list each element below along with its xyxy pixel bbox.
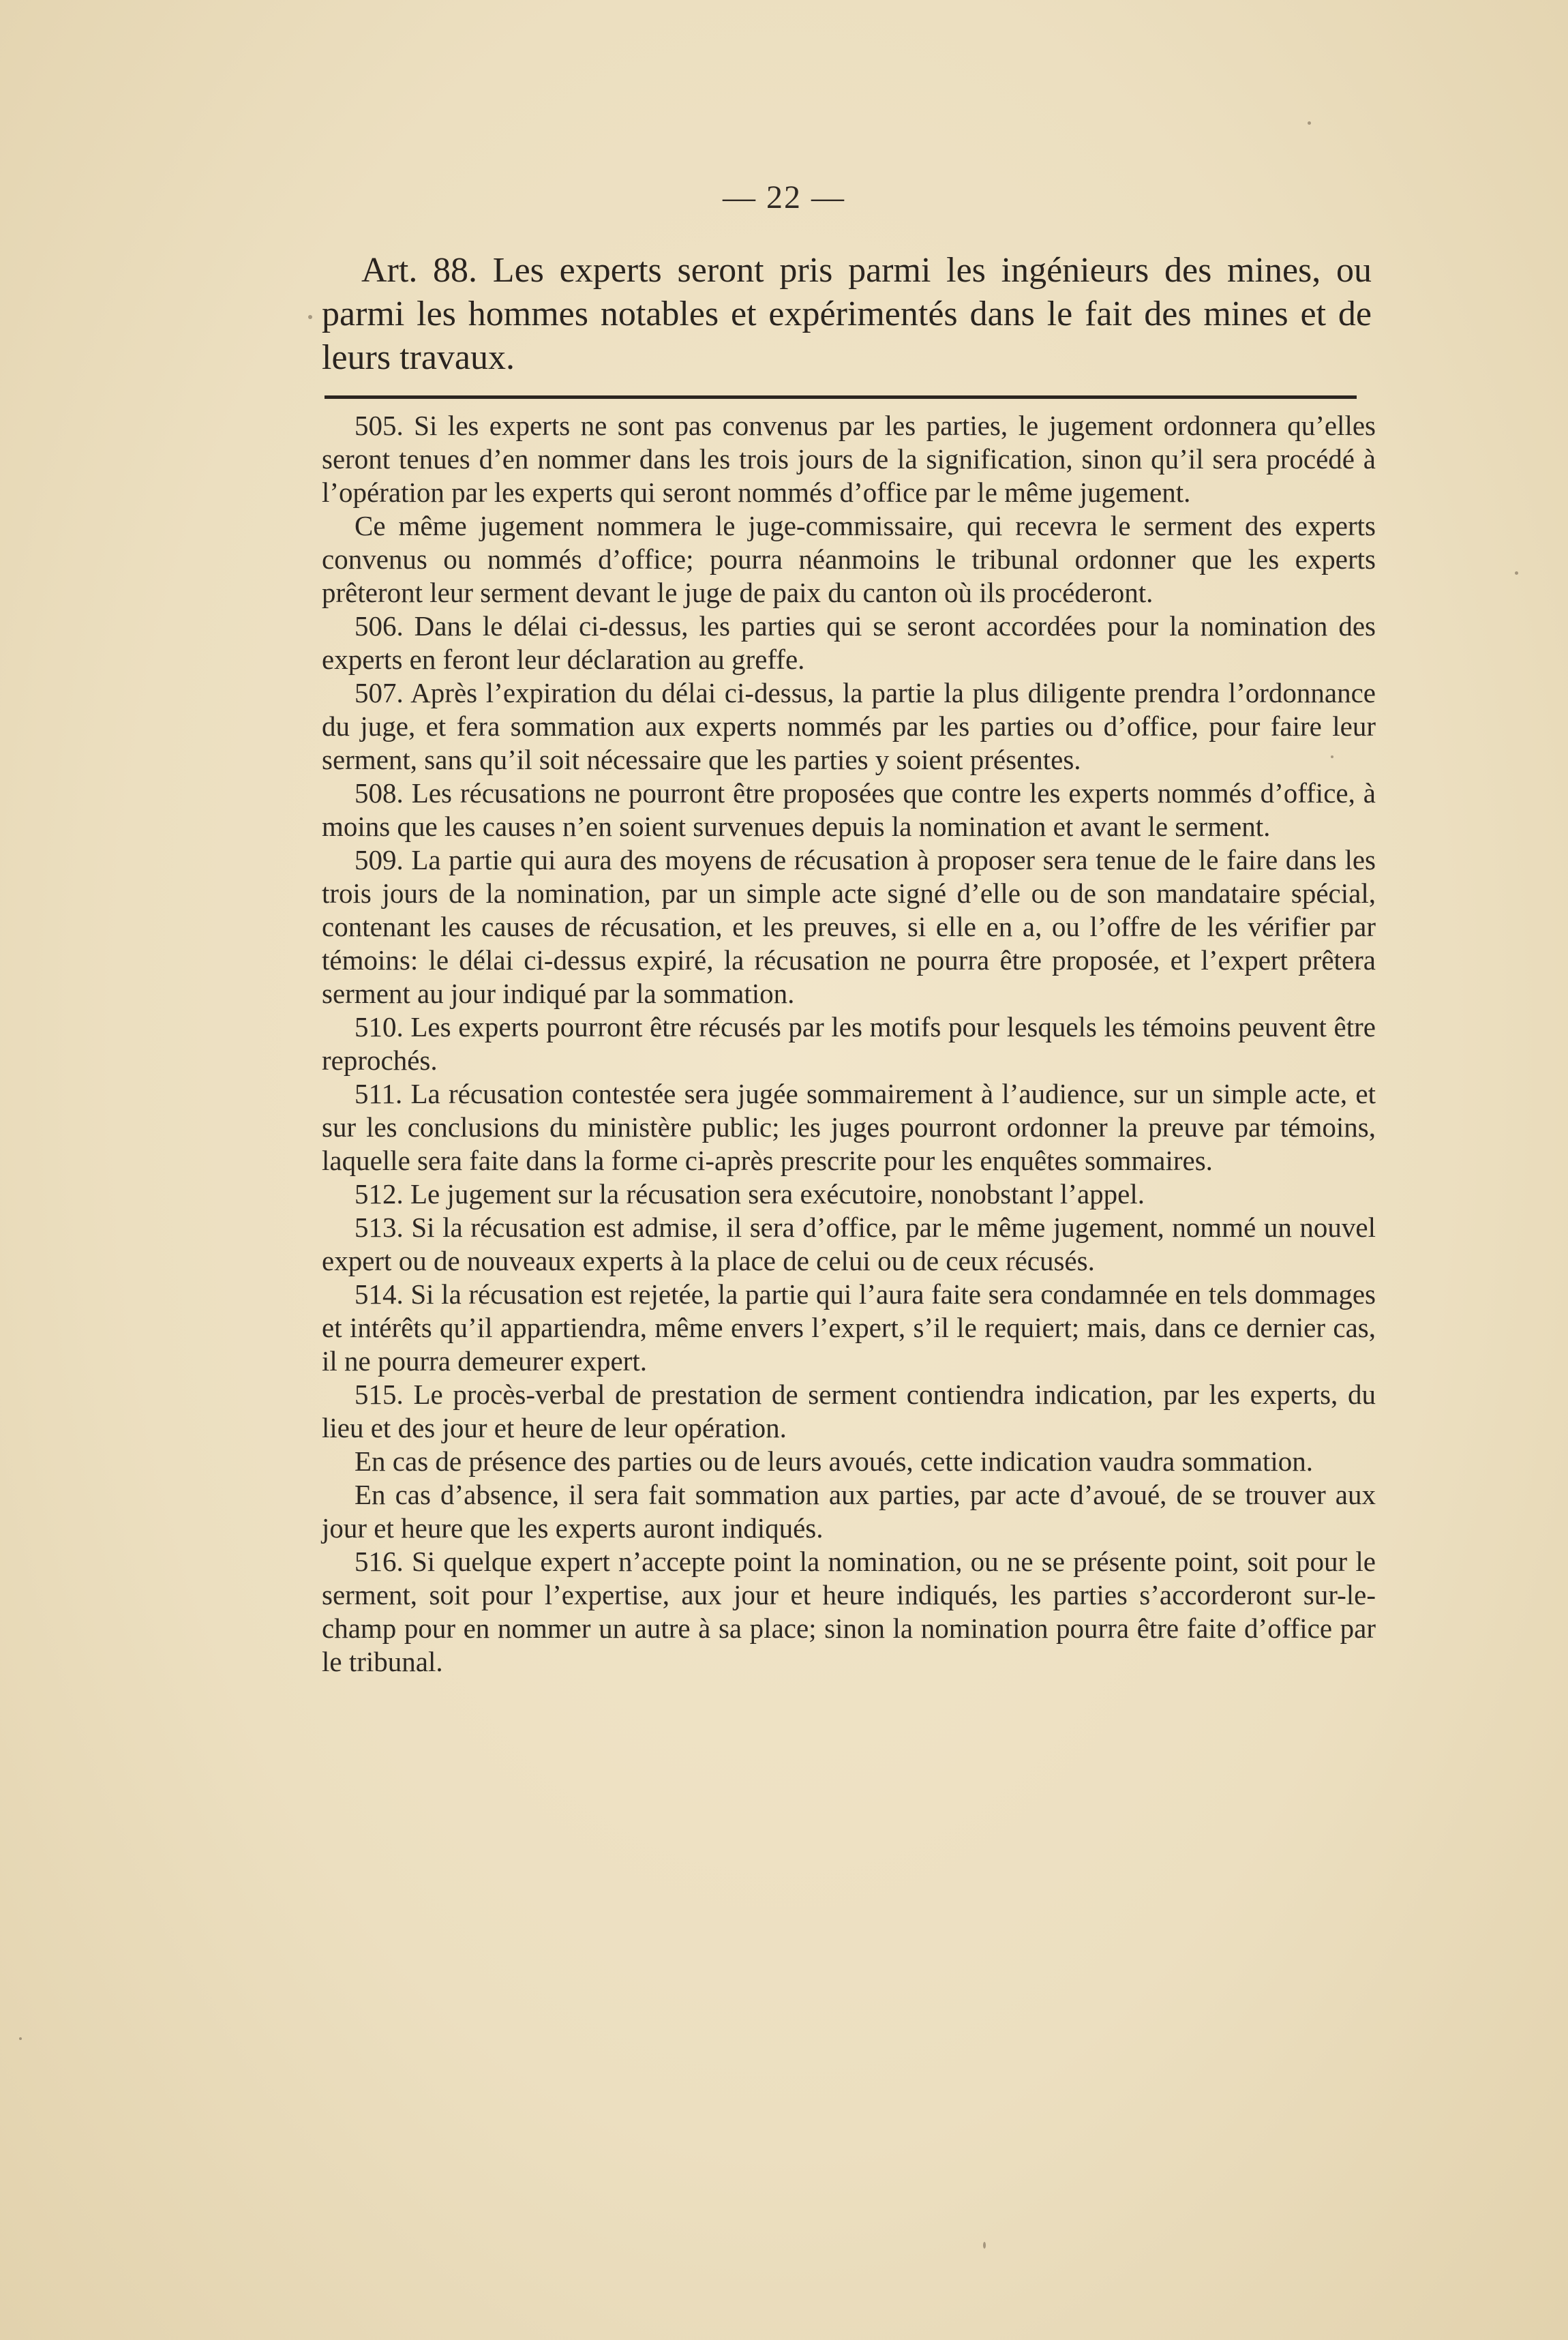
paper-speck	[1331, 755, 1333, 758]
paper-speck	[19, 2037, 22, 2040]
paper-speck	[1515, 571, 1518, 575]
paragraph-511: 511. La récusation contestée sera jugée sommairement à l’audience, sur un simple acte, et sur les conclusions du ministère public; les juges pourront ordonner la preuve par témoins, laquelle sera faite dans la forme ci-après prescrite pour les enquêtes sommaires.	[322, 1078, 1376, 1176]
paragraph-515-absence: En cas d’absence, il sera fait sommation aux parties, par acte d’avoué, de se trouver aux jour et heure que les experts auront indiqués.	[322, 1479, 1376, 1544]
commentary-block	[322, 409, 1376, 1679]
paragraph-505-continued: Ce même jugement nommera le juge-commissaire, qui recevra le serment des experts convenus ou nommés d’office; pourra néanmoins le tribunal ordonner que les experts prêteront leur serment devant le juge de paix du canton où ils procéderont.	[322, 510, 1376, 608]
section-divider	[325, 395, 1357, 399]
paragraph-506: 506. Dans le délai ci-dessus, les parties qui se seront accordées pour la nomination des experts en feront leur déclaration au greffe.	[322, 610, 1376, 675]
article-88: Art. 88. Les experts seront pris parmi les ingénieurs des mines, ou parmi les hommes notables et expérimentés dans le fait des mines et de leurs travaux.	[322, 251, 1372, 377]
paragraph-515-presence: En cas de présence des parties ou de leurs avoués, cette indication vaudra sommation.	[355, 1445, 1314, 1477]
paragraph-513: 513. Si la récusation est admise, il sera d’office, par le même jugement, nommé un nouvel expert ou de nouveaux experts à la place de celui ou de ceux récusés.	[322, 1212, 1376, 1276]
paragraph-507: 507. Après l’expiration du délai ci-dessus, la partie la plus diligente prendra l’ordonnance du juge, et fera sommation aux experts nommés par les parties ou d’office, pour faire leur serment, sans qu’il soit nécessaire que les parties y soient présentes.	[322, 677, 1376, 775]
paper-speck	[308, 315, 312, 319]
paragraph-514: 514. Si la récusation est rejetée, la partie qui l’aura faite sera condamnée en tels dommages et intérêts qu’il appartiendra, même envers l’expert, s’il le requiert; mais, dans ce dernier cas, il ne pourra demeurer expert.	[322, 1278, 1376, 1377]
paragraph-515: 515. Le procès-verbal de prestation de serment contiendra indication, par les experts, du lieu et des jour et heure de leur opération.	[322, 1379, 1376, 1443]
paragraph-505: 505. Si les experts ne sont pas convenus par les parties, le jugement ordonnera qu’elles seront tenues d’en nommer dans les trois jours de la signification, sinon qu’il sera procédé à l’opération par les experts qui seront nommés d’office par le même jugement.	[322, 410, 1376, 508]
paragraph-508: 508. Les récusations ne pourront être proposées que contre les experts nommés d’office, à moins que les causes n’en soient survenues depuis la nomination et avant le serment.	[322, 777, 1376, 842]
paper-speck	[1308, 121, 1311, 125]
paragraph-512: 512. Le jugement sur la récusation sera exécutoire, nonobstant l’appel.	[355, 1178, 1145, 1210]
paragraph-510: 510. Les experts pourront être récusés par les motifs pour lesquels les témoins peuvent être reprochés.	[322, 1011, 1376, 1076]
paragraph-509: 509. La partie qui aura des moyens de récusation à proposer sera tenue de le faire dans les trois jours de la nomination, par un simple acte signé d’elle ou de son mandataire spécial, contenant les causes de récusation, et les preuves, si elle en a, ou l’offre de les vérifier par témoins: le délai ci-dessus expiré, la récusation ne pourra être proposée, et l’expert prêtera serment au jour indiqué par la sommation.	[322, 844, 1376, 1009]
paragraph-516: 516. Si quelque expert n’accepte point la nomination, ou ne se présente point, soit pour le serment, soit pour l’expertise, aux jour et heure indiqués, les parties s’accorderont sur-le-champ pour en nommer un autre à sa place; sinon la nomination pourra être faite d’office par le tribunal.	[322, 1546, 1376, 1677]
paper-speck	[983, 2242, 986, 2249]
page-number: — 22 —	[723, 179, 845, 215]
